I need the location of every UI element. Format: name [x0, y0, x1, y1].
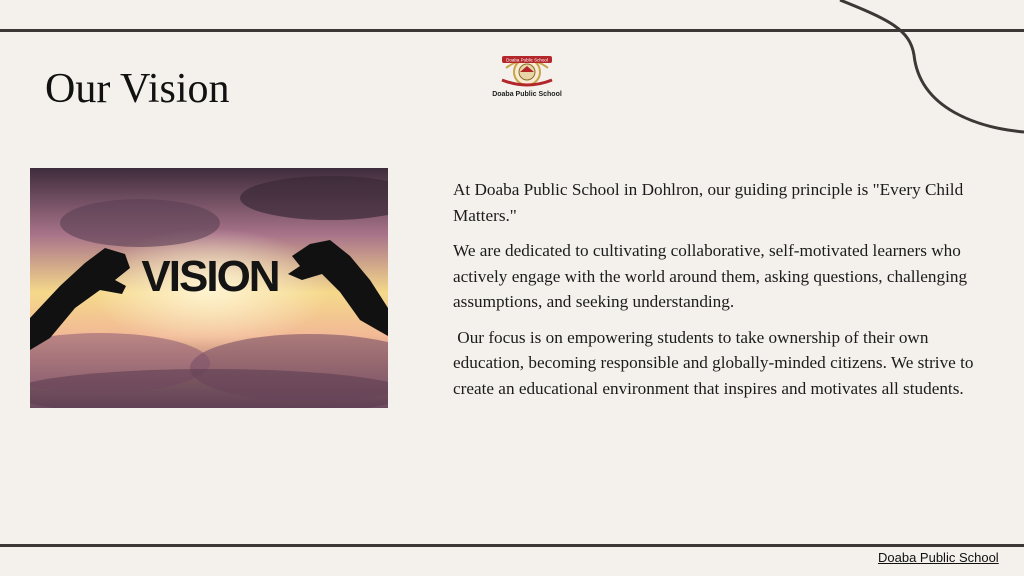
- corner-arc-decoration: [830, 0, 1024, 140]
- vision-paragraph-1: At Doaba Public School in Dohlron, our guiding principle is "Every Child Matters.": [453, 180, 964, 225]
- vision-photo: [30, 168, 388, 408]
- vision-body: [453, 177, 1003, 411]
- vision-paragraph-2: We are dedicated to cultivating collaborative, self-motivated learners who actively engage with the world around them, asking questions, challenging assumptions, and seeking understanding.: [453, 241, 968, 311]
- vision-paragraph-3: Our focus is on empowering students to take ownership of their own education, becoming responsible and globally-minded citizens. We strive to create an educational environment that inspires and motivates all students.: [453, 327, 978, 398]
- logo-banner-text: Doaba Public School: [506, 57, 548, 63]
- bottom-divider: [0, 544, 1024, 547]
- page-title: Our Vision: [45, 66, 230, 112]
- crest-icon: [496, 50, 558, 90]
- footer-school-link[interactable]: Doaba Public School: [878, 550, 999, 565]
- vision-photo-word: VISION: [141, 252, 279, 301]
- school-logo: [486, 50, 568, 104]
- logo-caption: Doaba Public School: [492, 91, 562, 98]
